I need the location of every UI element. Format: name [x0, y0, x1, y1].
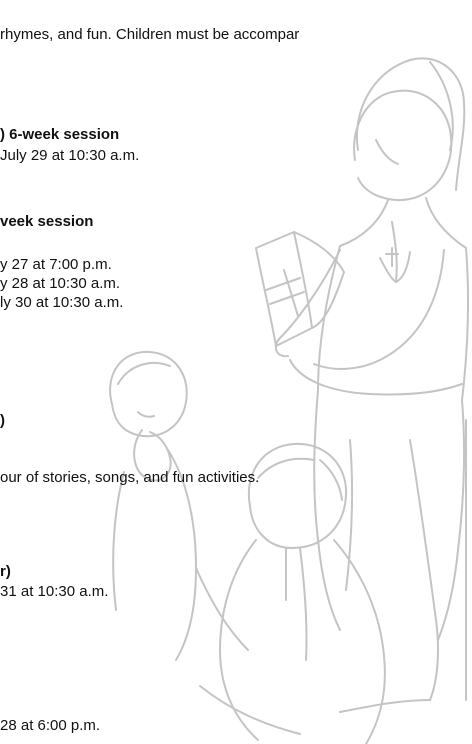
- woman-shoulders: [340, 198, 466, 248]
- session-heading-paren: ): [0, 412, 5, 429]
- child-left-head: [110, 352, 187, 436]
- session-description-line: our of stories, songs, and fun activities.: [0, 469, 260, 486]
- session-heading-6-week: ) 6-week session: [0, 126, 120, 143]
- session-time-july-30: ly 30 at 10:30 a.m.: [0, 294, 124, 311]
- woman-torso: [318, 246, 468, 400]
- open-book: [256, 232, 312, 346]
- session-time-july-29: July 29 at 10:30 a.m.: [0, 147, 140, 164]
- woman-head: [354, 91, 451, 200]
- session-time-28-evening: 28 at 6:00 p.m.: [0, 717, 101, 734]
- session-heading-r: r): [0, 563, 11, 580]
- session-heading-week: veek session: [0, 213, 94, 230]
- session-time-july-28: y 28 at 10:30 a.m.: [0, 275, 121, 292]
- session-time-july-27: y 27 at 7:00 p.m.: [0, 256, 112, 273]
- program-description-line: rhymes, and fun. Children must be accompar: [0, 26, 300, 43]
- woman-legs: [314, 390, 464, 640]
- session-time-31: 31 at 10:30 a.m.: [0, 583, 109, 600]
